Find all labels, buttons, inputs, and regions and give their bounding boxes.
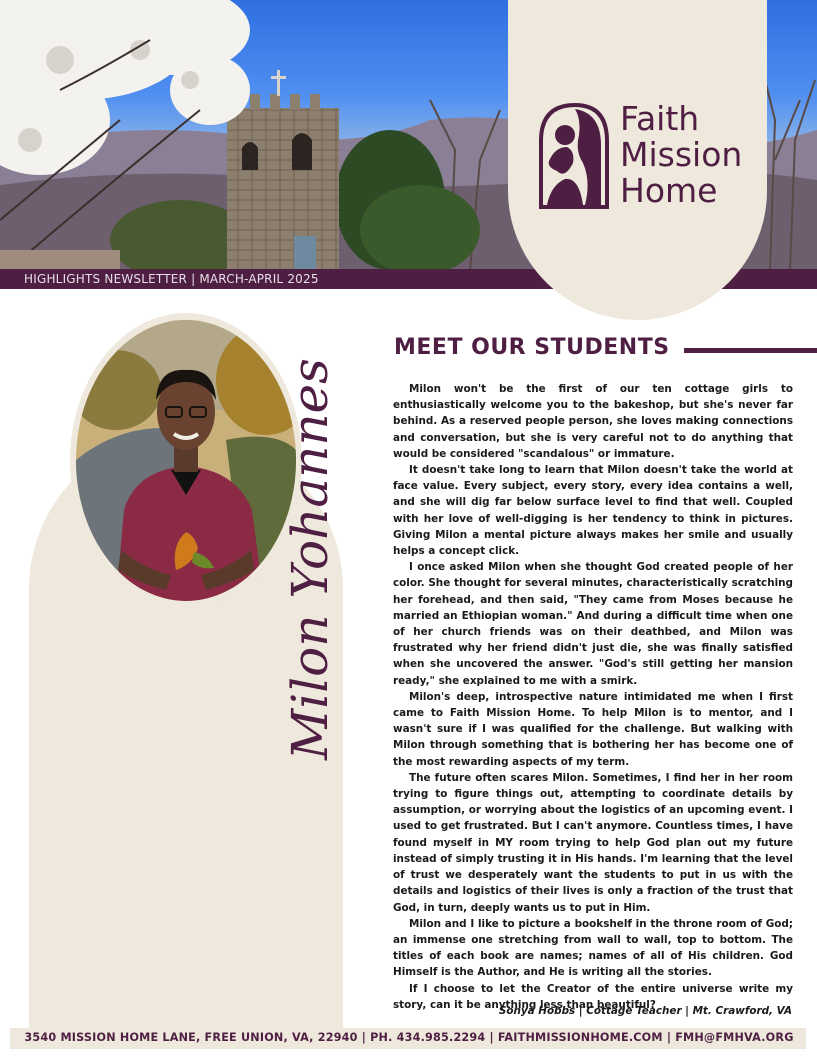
article-paragraph: It doesn't take long to learn that Milon doesn't take the world at face value. Every subject, every story, every idea contains a well, and she will dig far below surface level to find that well. Coupled with her love of well-digging is her tendency to think in pictures. Giving Milon a mental picture always makes her smile and usually helps a concept click.	[393, 464, 793, 558]
article-paragraph: Milon won't be the first of our ten cottage girls to enthusiastically welcome you to the bakeshop, but she's never far behind. As a reserved people person, she loves making connections and conversation, but she is very careful not to do anything that would be considered "scandalous" or immature.	[393, 383, 793, 460]
logo-line-mission: Mission	[620, 135, 743, 174]
logo-wordmark	[620, 101, 742, 209]
article-paragraph: Milon and I like to picture a bookshelf in the throne room of God; an immense one stretching from wall to wall, top to bottom. The titles of each book are names; names of all of His children. God Himself is the Author, and He is writing all the stories.	[393, 917, 793, 979]
article-paragraph: The future often scares Milon. Sometimes, I find her in her room trying to figure things out, attempting to coordinate details by assumption, or worrying about the logistics of an upcoming event. I used to get frustrated. But I can't anymore. Countless times, I have found myself in MY room trying to help God plan out my future instead of simply trusting it in His hands. I'm learning that the level of trust we desperately want the students to put in us with the details and logistics of their lives is only a fraction of the trust that God, in turn, deeply wants us to put in Him.	[393, 771, 793, 914]
article-paragraph: If I choose to let the Creator of the entire universe write my story, can it be anything less than beautiful?	[393, 982, 793, 1011]
logo-line-faith: Faith	[620, 99, 700, 138]
contact-footer	[10, 1028, 806, 1049]
article-paragraph: Milon's deep, introspective nature intimidated me when I first came to Faith Mission Home. To help Milon is to mentor, and I wasn't sure if I was qualified for the challenge. But walking with Milon through something that is bothering her has become one of the most rewarding aspects of my term.	[393, 690, 793, 768]
logo-line-home: Home	[620, 171, 718, 210]
section-heading: MEET OUR STUDENTS	[394, 335, 670, 360]
author-signature: Sonya Hobbs | Cottage Teacher | Mt. Crawford, VA	[498, 1005, 792, 1017]
heading-rule	[684, 348, 817, 353]
article-paragraph: I once asked Milon when she thought God created people of her color. She thought for several minutes, characteristically scratching her forehead, and then said, "They came from Moses because he married an Ethiopian woman." And during a difficult time when one of her church friends was on their deathbed, and Milon was frustrated why her friend didn't just die, she was finally satisfied when she uncovered the answer. "God's still getting her mansion ready," she explained to me with a smirk.	[393, 561, 793, 687]
footer-contact-text: 3540 MISSION HOME LANE, FREE UNION, VA, 22940 | PH. 434.985.2294 | FAITHMISSIONHOME.COM | FMH@FMHVA.ORG	[24, 1031, 794, 1044]
mother-and-child-icon	[535, 101, 611, 209]
newsletter-label: HIGHLIGHTS NEWSLETTER | MARCH-APRIL 2025	[24, 272, 319, 286]
student-portrait-photo	[76, 320, 296, 601]
article-body	[393, 381, 793, 1013]
student-name-script: Milon Yohannes	[281, 358, 339, 760]
